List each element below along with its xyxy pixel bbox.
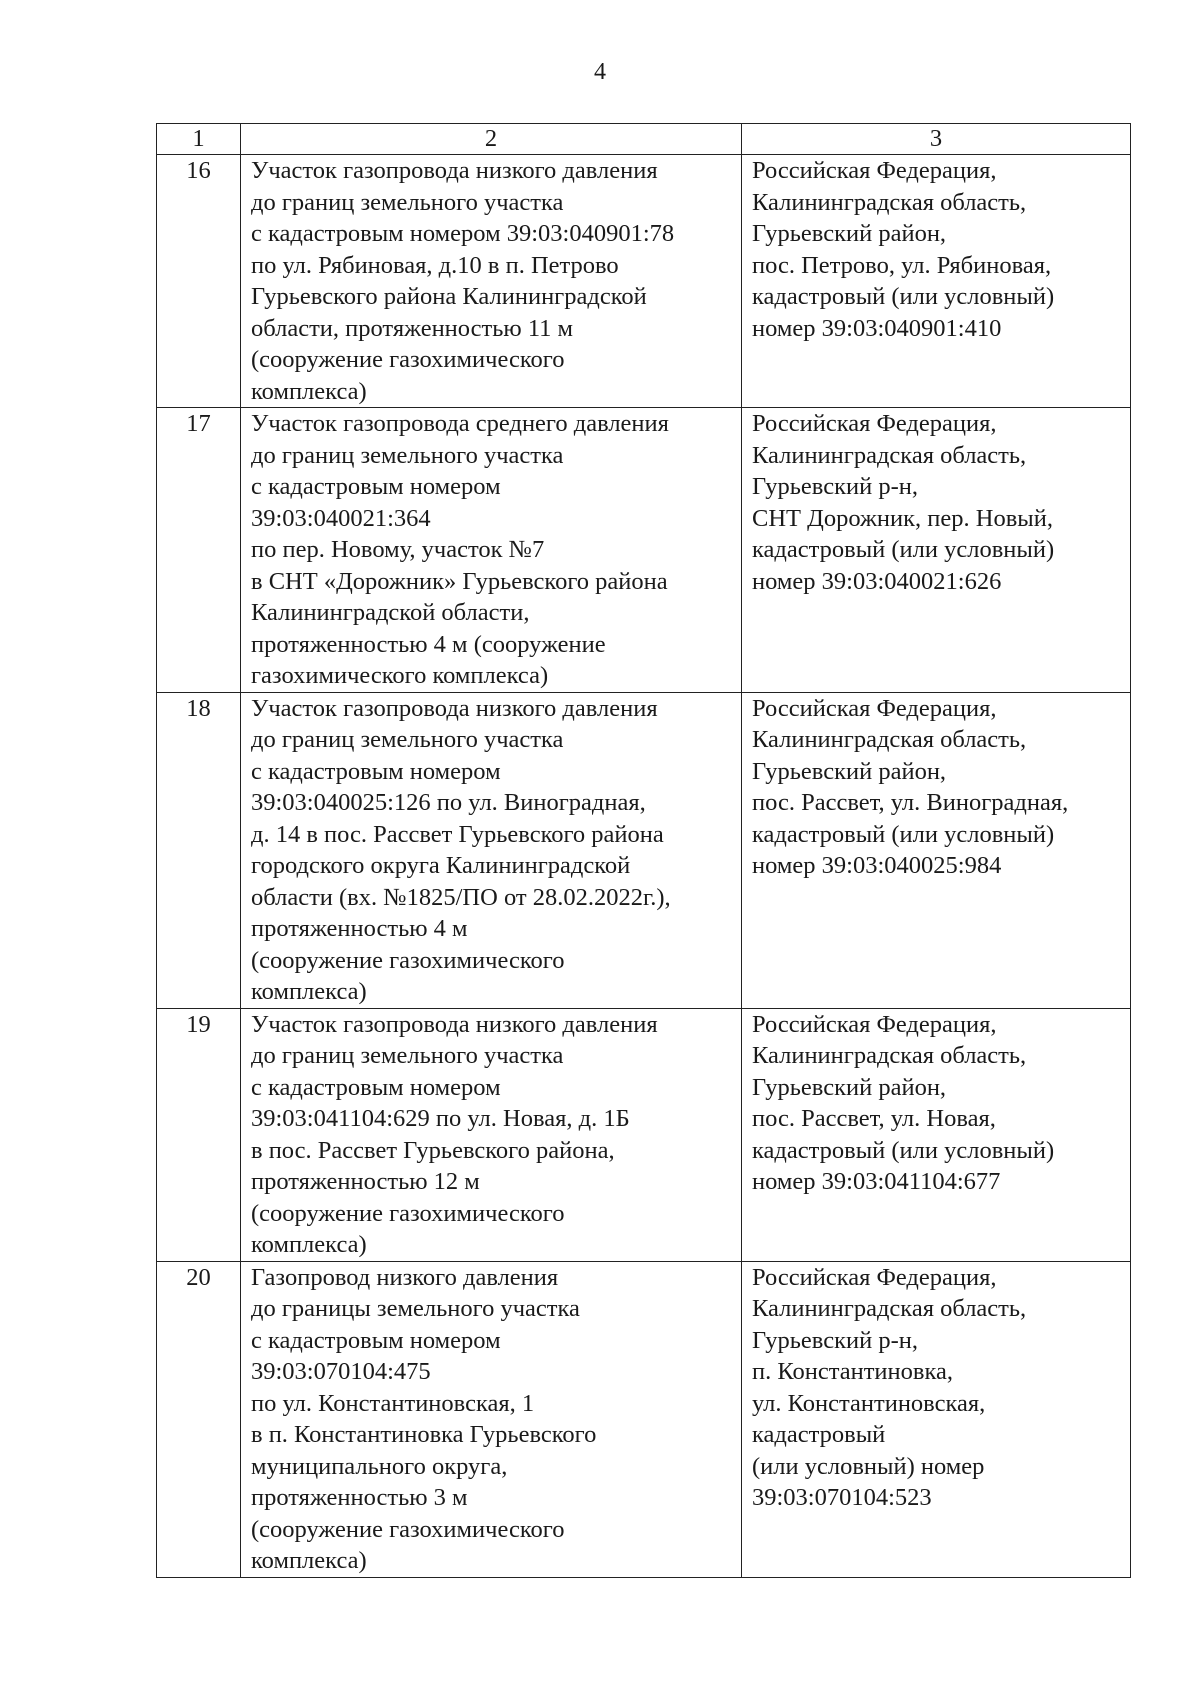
object-description-line: 39:03:040021:364 [251, 504, 431, 532]
object-description-line: до границ земельного участка [251, 188, 564, 216]
address-line: п. Константиновка, [752, 1358, 953, 1385]
object-description-line: по ул. Рябиновая, д.10 в п. Петрово [251, 251, 619, 279]
object-description-line: д. 14 в пос. Рассвет Гурьевского района [251, 820, 664, 848]
object-description-line: 39:03:070104:475 [251, 1358, 431, 1385]
address-line: СНТ Дорожник, пер. Новый, [752, 504, 1053, 532]
object-description-cell [241, 408, 742, 693]
object-description-line: до границ земельного участка [251, 1042, 564, 1069]
column-header-object: 2 [241, 124, 742, 155]
address-line: Российская Федерация, [752, 1263, 997, 1291]
row-number-cell: 18 [157, 692, 241, 1008]
object-description-line: 39:03:040025:126 по ул. Виноградная, [251, 789, 646, 816]
object-description-line: в пос. Рассвет Гурьевского района, [251, 1136, 615, 1164]
table-row [157, 1008, 1131, 1261]
object-description-line: в п. Константиновка Гурьевского [251, 1421, 597, 1448]
row-number-cell: 17 [157, 408, 241, 693]
object-description-line: комплекса) [251, 1231, 367, 1258]
object-description-line: (сооружение газохимического [251, 1199, 565, 1227]
row-number-cell: 19 [157, 1008, 241, 1261]
object-description-cell [241, 155, 742, 408]
object-description-line: протяженностью 4 м (сооружение [251, 630, 606, 658]
address-line: ул. Константиновская, [752, 1389, 986, 1417]
object-description-cell [241, 1008, 742, 1261]
object-description-line: Газопровод низкого давления [251, 1263, 559, 1291]
object-description-line: с кадастровым номером [251, 757, 501, 785]
object-description-line: Участок газопровода низкого давления [251, 1010, 658, 1038]
address-line: пос. Рассвет, ул. Виноградная, [752, 789, 1069, 816]
address-line: номер 39:03:040021:626 [752, 567, 1002, 595]
object-description-line: протяженностью 4 м [251, 915, 468, 942]
address-line: кадастровый (или условный) [752, 283, 1055, 310]
column-header-address: 3 [742, 124, 1131, 155]
table-row [157, 155, 1131, 408]
table-row [157, 692, 1131, 1008]
object-description-line: области, протяженностью 11 м [251, 314, 574, 342]
address-line: Российская Федерация, [752, 1010, 997, 1038]
address-cell [742, 155, 1131, 408]
address-line: кадастровый [752, 1421, 886, 1448]
table-row [157, 408, 1131, 693]
object-description-line: в СНТ «Дорожник» Гурьевского района [251, 567, 668, 595]
address-line: Гурьевский район, [752, 220, 947, 247]
object-description-line: комплекса) [251, 978, 367, 1005]
object-description-line: газохимического комплекса) [251, 662, 549, 689]
object-description-line: с кадастровым номером 39:03:040901:78 [251, 220, 675, 247]
address-line: 39:03:070104:523 [752, 1484, 932, 1511]
table-header-row [157, 124, 1131, 155]
address-line: Калининградская область, [752, 188, 1027, 216]
object-description-line: Участок газопровода среднего давления [251, 410, 669, 437]
address-line: Гурьевский р-н, [752, 1326, 918, 1354]
object-description-line: Участок газопровода низкого давления [251, 694, 658, 722]
object-description-line: городского округа Калининградской [251, 852, 631, 879]
page-number: 4 [594, 59, 606, 85]
address-line: кадастровый (или условный) [752, 536, 1055, 563]
address-line: Российская Федерация, [752, 410, 997, 437]
address-cell [742, 408, 1131, 693]
object-description-line: (сооружение газохимического [251, 346, 565, 373]
object-description-line: по пер. Новому, участок №7 [251, 536, 545, 563]
row-number-cell: 16 [157, 155, 241, 408]
address-line: номер 39:03:041104:677 [752, 1168, 1001, 1195]
object-description-line: Участок газопровода низкого давления [251, 157, 658, 184]
object-description-line: 39:03:041104:629 по ул. Новая, д. 1Б [251, 1105, 630, 1132]
address-line: Калининградская область, [752, 1295, 1027, 1322]
address-line: Гурьевский район, [752, 1073, 947, 1101]
object-description-line: области (вх. №1825/ПО от 28.02.2022г.), [251, 883, 671, 911]
address-cell [742, 692, 1131, 1008]
object-description-line: комплекса) [251, 1547, 367, 1574]
object-description-line: муниципального округа, [251, 1452, 508, 1480]
address-line: кадастровый (или условный) [752, 1136, 1055, 1164]
address-line: Гурьевский р-н, [752, 473, 918, 500]
object-description-cell [241, 692, 742, 1008]
address-line: кадастровый (или условный) [752, 820, 1055, 848]
object-description-line: протяженностью 3 м [251, 1484, 468, 1511]
table-row [157, 1261, 1131, 1577]
address-line: номер 39:03:040025:984 [752, 852, 1002, 879]
object-description-line: до границ земельного участка [251, 441, 564, 469]
address-line: Российская Федерация, [752, 157, 997, 184]
object-description-line: до границы земельного участка [251, 1295, 580, 1322]
objects-table [156, 123, 1131, 1578]
object-description-line: Гурьевского района Калининградской [251, 283, 647, 310]
address-line: Российская Федерация, [752, 694, 997, 722]
address-line: пос. Рассвет, ул. Новая, [752, 1105, 996, 1132]
address-line: Калининградская область, [752, 726, 1027, 753]
object-description-line: (сооружение газохимического [251, 1515, 565, 1543]
row-number-cell: 20 [157, 1261, 241, 1577]
column-header-number: 1 [157, 124, 241, 155]
object-description-line: (сооружение газохимического [251, 946, 565, 974]
object-description-line: комплекса) [251, 377, 367, 405]
object-description-cell [241, 1261, 742, 1577]
address-cell [742, 1008, 1131, 1261]
object-description-line: протяженностью 12 м [251, 1168, 480, 1195]
object-description-line: с кадастровым номером [251, 473, 501, 500]
address-line: Гурьевский район, [752, 757, 947, 785]
object-description-line: Калининградской области, [251, 599, 530, 626]
address-line: Калининградская область, [752, 441, 1027, 469]
object-description-line: с кадастровым номером [251, 1326, 501, 1354]
address-line: пос. Петрово, ул. Рябиновая, [752, 251, 1052, 279]
address-line: Калининградская область, [752, 1042, 1027, 1069]
object-description-line: с кадастровым номером [251, 1073, 501, 1101]
address-cell [742, 1261, 1131, 1577]
address-line: номер 39:03:040901:410 [752, 314, 1002, 342]
object-description-line: до границ земельного участка [251, 726, 564, 753]
address-line: (или условный) номер [752, 1452, 985, 1480]
object-description-line: по ул. Константиновская, 1 [251, 1389, 535, 1417]
